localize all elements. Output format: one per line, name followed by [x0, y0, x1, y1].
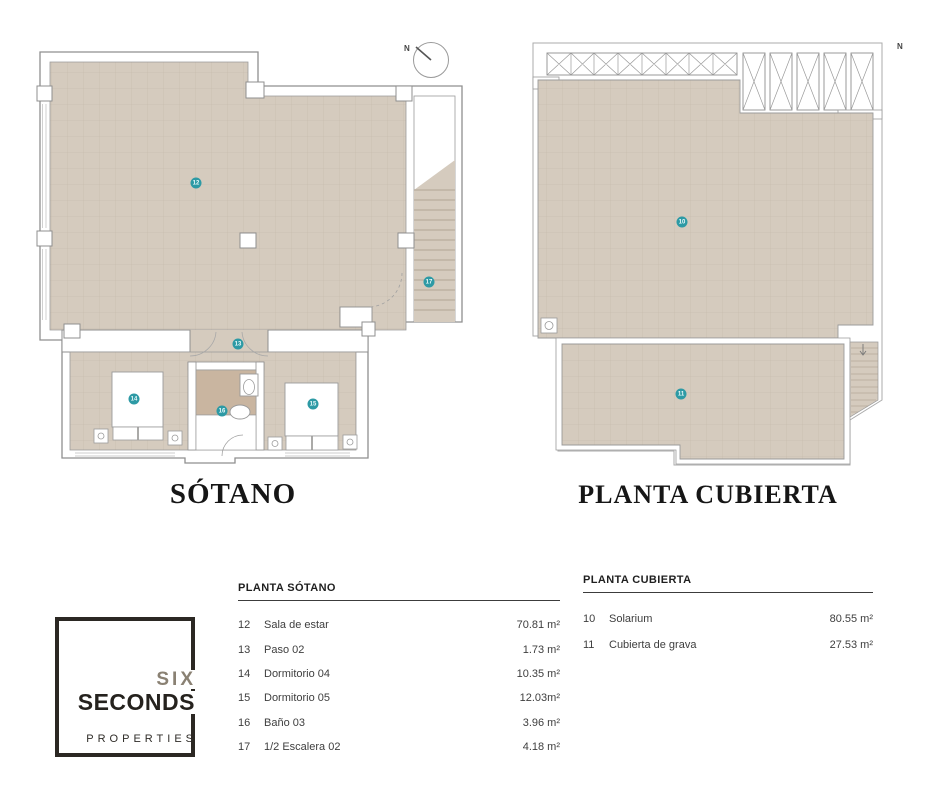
- bed-pillow: [113, 427, 138, 440]
- cubierta-title: PLANTA CUBIERTA: [578, 480, 838, 509]
- legend-row: [238, 662, 560, 686]
- room-name: Cubierta de grava: [609, 639, 697, 651]
- legend-row: [238, 686, 560, 710]
- room-label-dorm04: 14: [129, 394, 140, 405]
- room-name: Sala de estar: [264, 619, 329, 632]
- room-number: 16: [238, 716, 251, 729]
- legend-cubierta-rows: [583, 606, 873, 658]
- room-area: 27.53 m²: [829, 639, 873, 651]
- legend-row: [238, 613, 560, 637]
- north-label: N: [897, 42, 903, 51]
- sotano-title: SÓTANO: [169, 478, 297, 510]
- wall-segment: [268, 330, 368, 352]
- room-name: Solarium: [609, 613, 653, 625]
- room-number: 10: [583, 613, 596, 625]
- floor-grid: [562, 344, 844, 459]
- room-area: 70.81 m²: [516, 619, 560, 632]
- room-name: Paso 02: [264, 643, 305, 656]
- room-label-paso: 13: [233, 339, 244, 350]
- north-indicator-label: N: [404, 44, 410, 53]
- room-area: 10.35 m²: [516, 667, 560, 680]
- bathroom-side-wall: [188, 362, 196, 450]
- room-label-escalera: 17: [424, 277, 435, 288]
- sotano-floor-plan: [35, 40, 465, 470]
- legend-sotano: [238, 582, 560, 759]
- wall-segment: [62, 330, 190, 352]
- room-number: 14: [238, 667, 251, 680]
- room-name: Dormitorio 04: [264, 667, 331, 680]
- legend-cubierta: [583, 574, 873, 658]
- legend-row: [583, 606, 873, 632]
- legend-sotano-title: PLANTA SÓTANO: [238, 582, 560, 601]
- logo-word-six: SIX: [150, 670, 196, 689]
- room-area: 3.96 m²: [522, 716, 560, 729]
- room-name: 1/2 Escalera 02: [264, 741, 341, 754]
- sink: [230, 405, 250, 419]
- nightstand: [94, 429, 108, 443]
- compass: [400, 32, 456, 88]
- room-name: Dormitorio 05: [264, 692, 331, 705]
- cubierta-floor-plan: [530, 40, 890, 470]
- floor-grid: [50, 62, 406, 330]
- logo-word-properties: PROPERTIES: [86, 733, 197, 745]
- drain: [541, 318, 557, 333]
- legend-row: [238, 735, 560, 759]
- bed-pillow: [313, 436, 339, 450]
- legend-row: [238, 637, 560, 661]
- legend-row: [583, 632, 873, 658]
- bed: [285, 383, 338, 436]
- room-number: 13: [238, 643, 251, 656]
- bed-pillow: [286, 436, 312, 450]
- nightstand: [343, 435, 357, 449]
- paso-floor: [190, 330, 268, 352]
- room-label-grava: 11: [676, 389, 687, 400]
- room-number: 12: [238, 619, 251, 632]
- room-label-dorm05: 15: [308, 399, 319, 410]
- room-number: 17: [238, 741, 251, 754]
- legend-sotano-rows: [238, 613, 560, 759]
- shower-floor: [196, 415, 256, 450]
- pillar: [362, 322, 375, 336]
- room-area: 1.73 m²: [522, 643, 560, 656]
- room-area: 12.03m²: [519, 692, 560, 705]
- bathroom-top-wall: [188, 362, 264, 370]
- nightstand: [268, 437, 282, 450]
- nightstand: [168, 431, 182, 445]
- logo-word-seconds: SECONDS: [73, 691, 195, 714]
- room-area: 80.55 m²: [829, 613, 873, 625]
- floor-grid: [538, 80, 873, 338]
- legend-cubierta-title: PLANTA CUBIERTA: [583, 574, 873, 593]
- room-label-solarium: 10: [677, 217, 688, 228]
- bed-pillow: [139, 427, 164, 440]
- room-number: 15: [238, 692, 251, 705]
- room-label-bano: 16: [217, 406, 228, 417]
- room-number: 11: [583, 639, 595, 651]
- toilet-bowl: [244, 380, 255, 395]
- legend-row: [238, 711, 560, 735]
- room-area: 4.18 m²: [522, 741, 560, 754]
- room-name: Baño 03: [264, 716, 305, 729]
- room-label-sala: 12: [191, 178, 202, 189]
